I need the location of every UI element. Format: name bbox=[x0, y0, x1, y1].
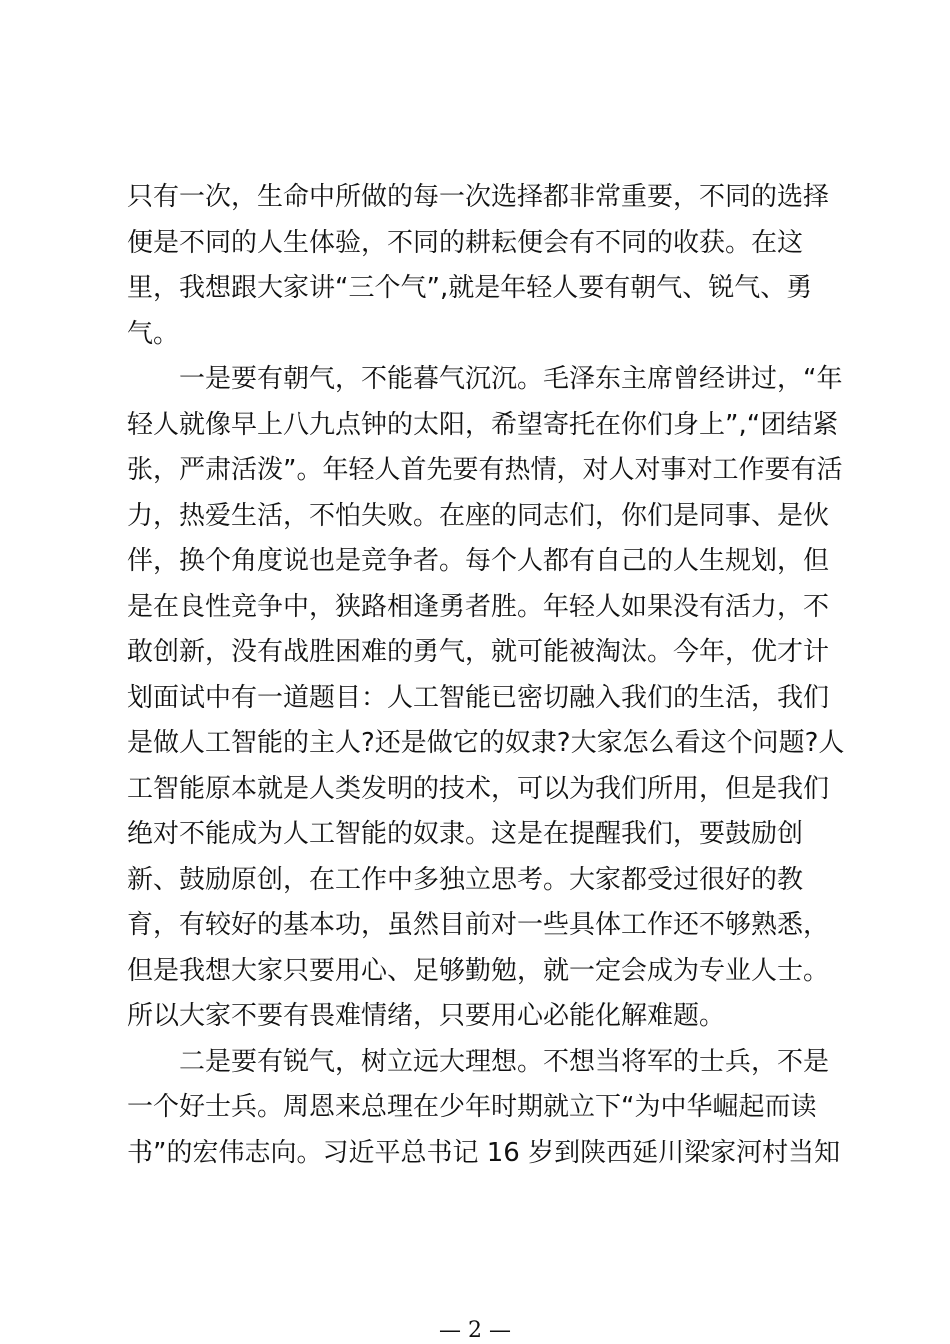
text-line: 只有一次，生命中所做的每一次选择都非常重要，不同的选择 bbox=[127, 182, 830, 212]
text-line: 里，我想跟大家讲“三个气”,就是年轻人要有朝气、锐气、勇 bbox=[127, 273, 813, 303]
page-number: — 2 — bbox=[439, 1318, 511, 1343]
text-line: 气。 bbox=[127, 318, 180, 349]
text-line: 伴，换个角度说也是竞争者。每个人都有自己的人生规划，但 bbox=[127, 546, 830, 576]
text-line: 工智能原本就是人类发明的技术，可以为我们所用，但是我们 bbox=[127, 773, 830, 804]
text-line: 育，有较好的基本功，虽然目前对一些具体工作还不够熟悉， bbox=[127, 910, 830, 940]
text-line: 新、鼓励原创，在工作中多独立思考。大家都受过很好的教 bbox=[127, 864, 804, 895]
text-line: 便是不同的人生体验，不同的耕耘便会有不同的收获。在这 bbox=[127, 227, 804, 258]
text-line: 但是我想大家只要用心、足够勤勉，就一定会成为专业人士。 bbox=[127, 955, 830, 986]
text-line: 二是要有锐气，树立远大理想。不想当将军的士兵，不是 bbox=[127, 1046, 830, 1077]
text-line: 书”的宏伟志向。习近平总书记 16 岁到陕西延川梁家河村当知 bbox=[127, 1137, 841, 1168]
text-line: 轻人就像早上八九点钟的太阳，希望寄托在你们身上”,“团结紧 bbox=[127, 409, 839, 440]
text-line: 一个好士兵。周恩来总理在少年时期就立下“为中华崛起而读 bbox=[127, 1092, 817, 1122]
text-line: 一是要有朝气，不能暮气沉沉。毛泽东主席曾经讲过，“年 bbox=[127, 364, 843, 394]
text-line: 敢创新，没有战胜困难的勇气，就可能被淘汰。今年，优才计 bbox=[127, 637, 830, 667]
text-line: 所以大家不要有畏难情绪，只要用心必能化解难题。 bbox=[127, 1001, 726, 1031]
text-line: 力，热爱生活，不怕失败。在座的同志们，你们是同事、是伙 bbox=[127, 500, 830, 531]
text-line: 是在良性竞争中，狭路相逢勇者胜。年轻人如果没有活力，不 bbox=[127, 591, 830, 622]
body-text bbox=[127, 175, 845, 1176]
text-line: 是做人工智能的主人?还是做它的奴隶?大家怎么看这个问题?人 bbox=[127, 728, 845, 758]
text-line: 划面试中有一道题目：人工智能已密切融入我们的生活，我们 bbox=[127, 682, 830, 713]
text-line: 绝对不能成为人工智能的奴隶。这是在提醒我们，要鼓励创 bbox=[127, 819, 804, 849]
text-line: 张，严肃活泼”。年轻人首先要有热情，对人对事对工作要有活 bbox=[127, 455, 843, 485]
